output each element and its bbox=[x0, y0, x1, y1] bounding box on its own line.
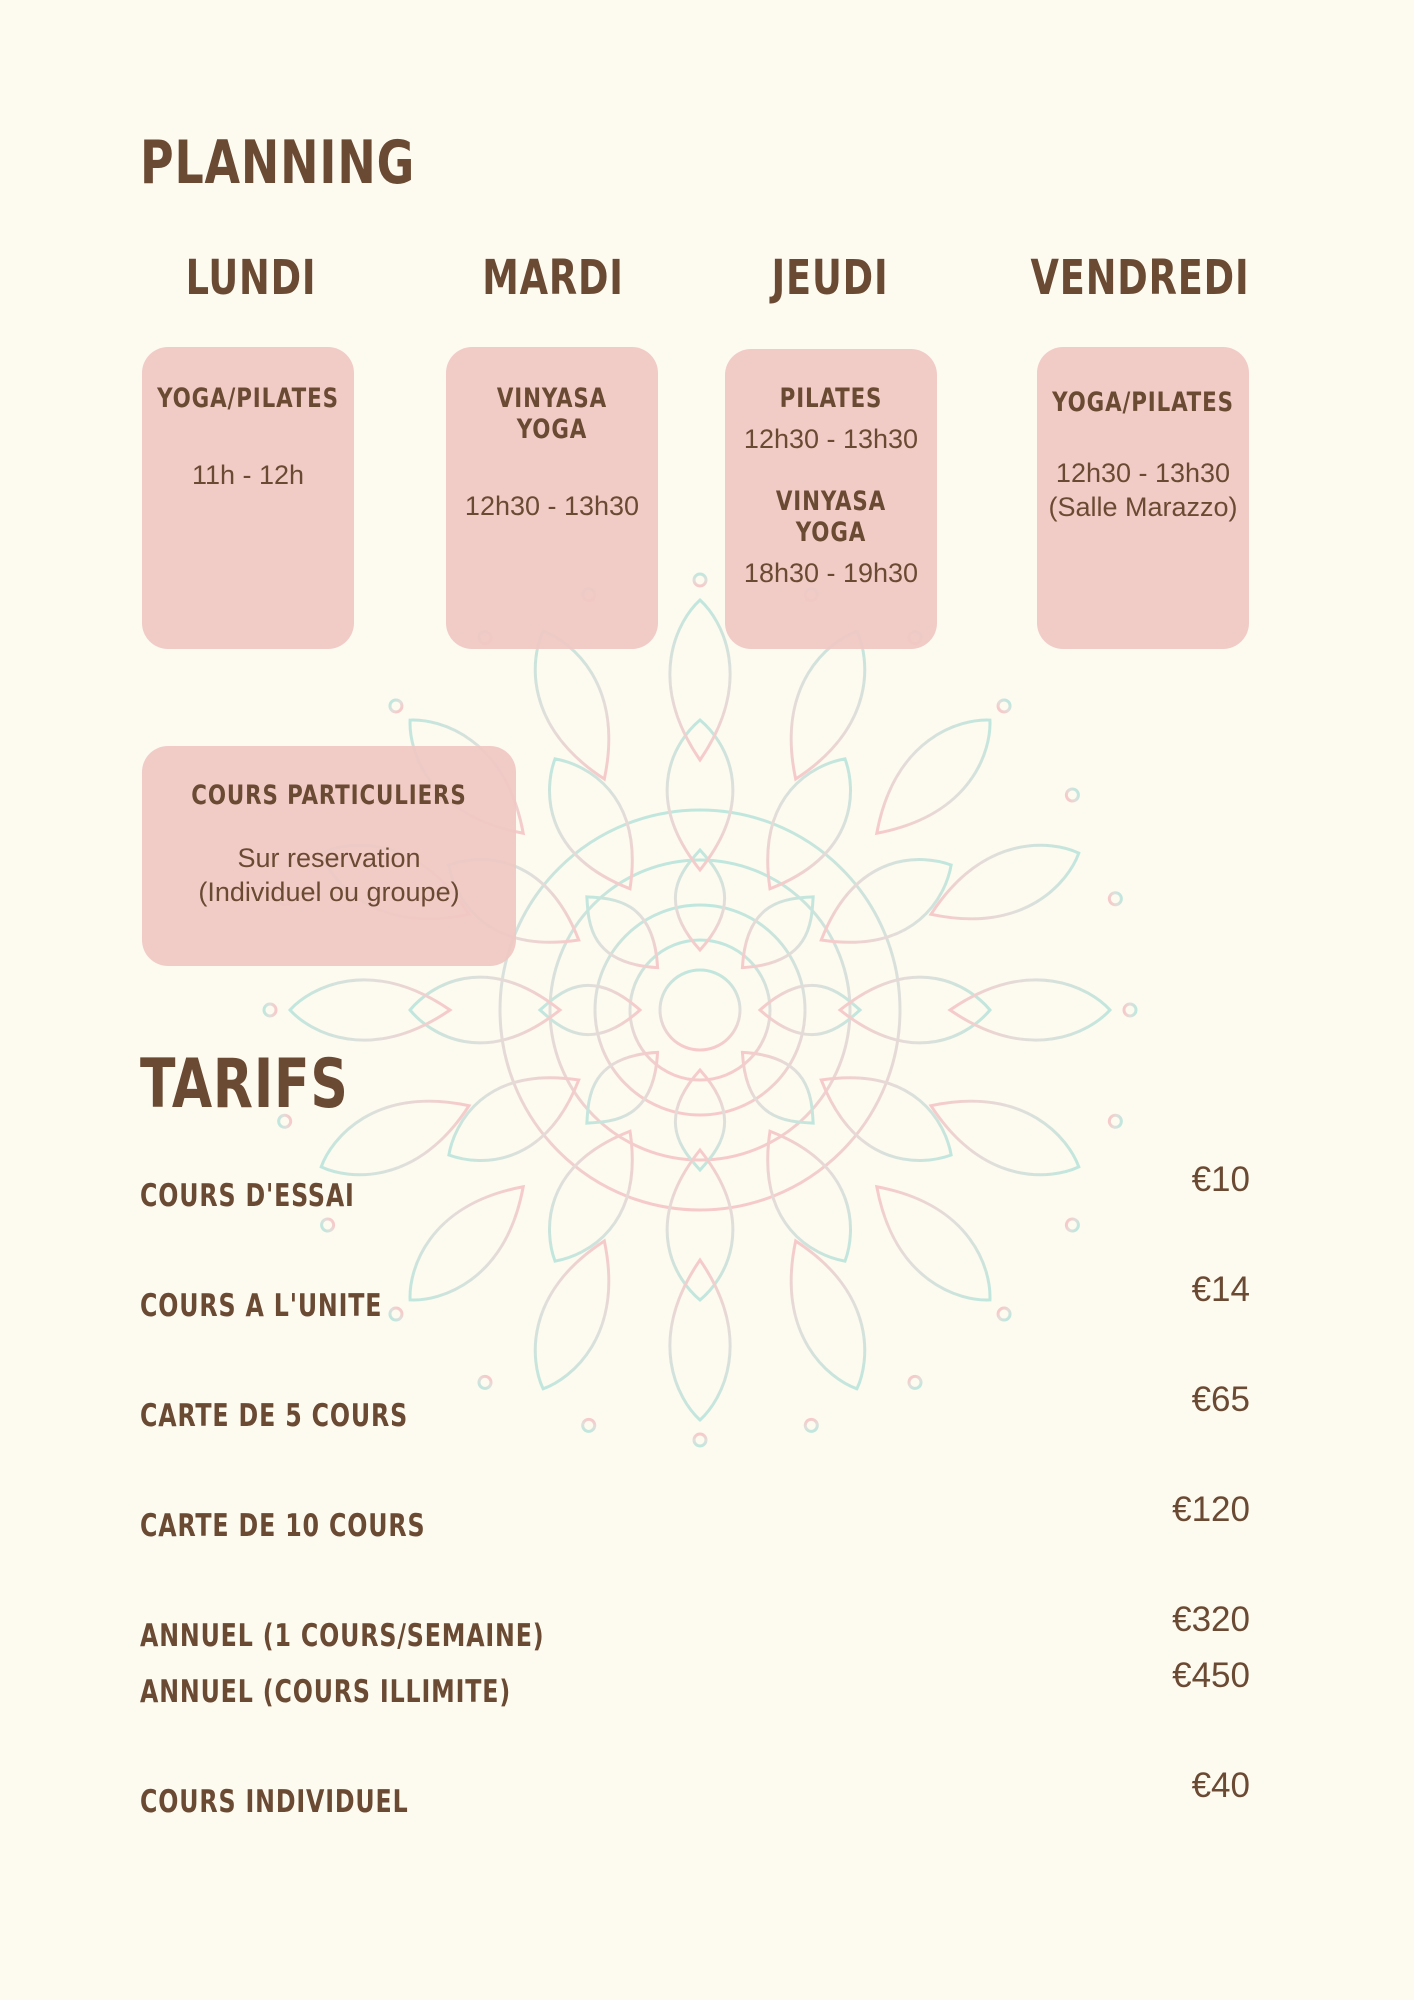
card-vendredi bbox=[1037, 347, 1249, 649]
class-name: YOGA/PILATES bbox=[157, 383, 339, 414]
day-jeudi: JEUDI bbox=[771, 250, 889, 306]
tarif-label: CARTE DE 5 COURS bbox=[140, 1398, 409, 1434]
class-time-1: 12h30 - 13h30 bbox=[743, 424, 919, 454]
tarif-price: €40 bbox=[1191, 1766, 1250, 1805]
class-name-1: PILATES bbox=[779, 383, 883, 414]
tarif-label: COURS A L'UNITE bbox=[140, 1288, 383, 1324]
day-lundi: LUNDI bbox=[185, 250, 317, 306]
class-name-2: VINYASA YOGA bbox=[775, 486, 887, 548]
tarif-price: €120 bbox=[1172, 1490, 1250, 1529]
class-time: 12h30 - 13h30 bbox=[464, 491, 640, 521]
card-lundi bbox=[142, 347, 354, 649]
planning-title: PLANNING bbox=[140, 128, 416, 198]
class-note: (Salle Marazzo) bbox=[1048, 492, 1238, 522]
private-title: COURS PARTICULIERS bbox=[191, 780, 467, 811]
tarifs-title: TARIFS bbox=[140, 1045, 349, 1124]
class-time: 12h30 - 13h30 bbox=[1055, 458, 1231, 488]
tarif-label: CARTE DE 10 COURS bbox=[140, 1508, 426, 1544]
tarif-label: COURS D'ESSAI bbox=[140, 1178, 355, 1214]
class-time: 11h - 12h bbox=[191, 460, 305, 490]
tarif-price: €10 bbox=[1191, 1160, 1250, 1199]
private-line-1: Sur reservation bbox=[237, 843, 421, 873]
tarif-price: €450 bbox=[1172, 1656, 1250, 1695]
class-name: VINYASA YOGA bbox=[496, 383, 608, 445]
tarif-price: €320 bbox=[1172, 1600, 1250, 1639]
tarif-price: €14 bbox=[1191, 1270, 1250, 1309]
card-jeudi bbox=[725, 349, 937, 649]
day-mardi: MARDI bbox=[482, 250, 624, 306]
card-cours-particuliers bbox=[142, 746, 516, 966]
card-mardi bbox=[446, 347, 658, 649]
mandala-illustration bbox=[250, 560, 1150, 1460]
tarif-price: €65 bbox=[1191, 1380, 1250, 1419]
class-name: YOGA/PILATES bbox=[1052, 387, 1234, 418]
tarif-label: ANNUEL (1 COURS/SEMAINE) bbox=[140, 1618, 545, 1654]
private-line-2: (Individuel ou groupe) bbox=[198, 877, 460, 907]
class-time-2: 18h30 - 19h30 bbox=[743, 558, 919, 588]
tarif-label: ANNUEL (COURS ILLIMITE) bbox=[140, 1674, 512, 1710]
day-vendredi: VENDREDI bbox=[1030, 250, 1250, 306]
tarif-label: COURS INDIVIDUEL bbox=[140, 1784, 409, 1820]
